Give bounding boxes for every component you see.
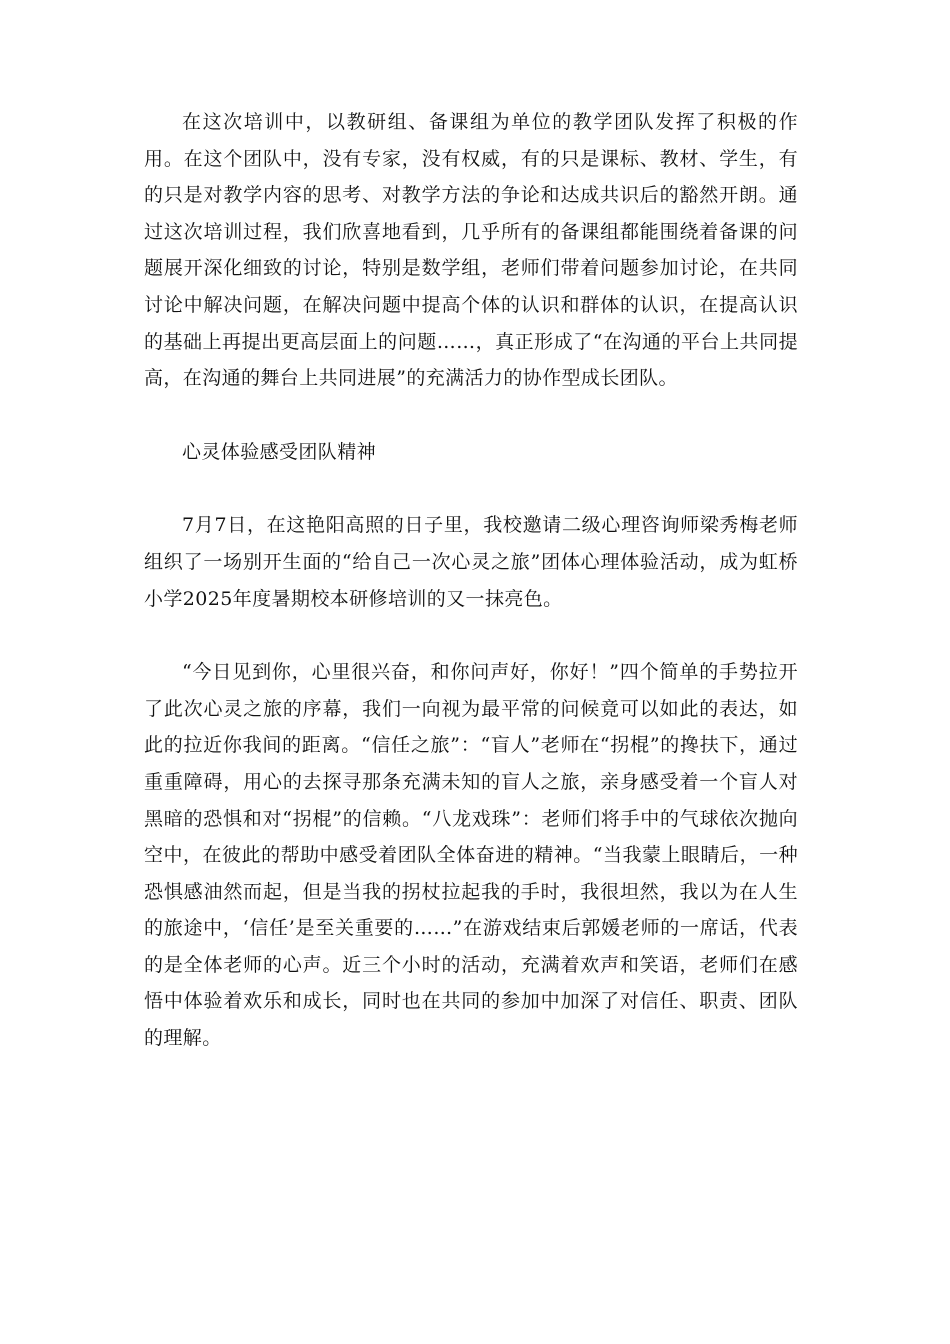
paragraph-spacer (144, 617, 798, 654)
paragraph-spacer (144, 397, 798, 434)
paragraph-trust-journey: “今日见到你，心里很兴奋，和你问声好，你好！”四个简单的手势拉开了此次心灵之旅的序幕，我们一向视为最平常的问候竟可以如此的表达，如此的拉近你我间的距离。“信任之旅”：“盲人”老师在“拐棍”的搀扶下，通过重重障碍，用心的去探寻那条充满未知的盲人之旅，亲身感受着一个盲人对黑暗的恐惧和对“拐棍”的信赖。“八龙戏珠”：老师们将手中的气球依次抛向空中，在彼此的帮助中感受着团队全体奋进的精神。“当我蒙上眼睛后，一种恐惧感油然而起，但是当我的拐杖拉起我的手时，我很坦然，我以为在人生的旅途中，‘信任’是至关重要的……”在游戏结束后郭媛老师的一席话，代表的是全体老师的心声。近三个小时的活动，充满着欢声和笑语，老师们在感悟中体验着欢乐和成长，同时也在共同的参加中加深了对信任、职责、团队的理解。 (144, 661, 798, 1050)
paragraph-team-training: 在这次培训中，以教研组、备课组为单位的教学团队发挥了积极的作用。在这个团队中，没有专家，没有权威，有的只是课标、教材、学生，有的只是对教学内容的思考、对教学方法的争论和达成共识后的豁然开朗。通过这次培训过程，我们欣喜地看到，几乎所有的备课组都能围绕着备课的问题展开深化细致的讨论，特别是数学组，老师们带着问题参加讨论，在共同讨论中解决问题，在解决问题中提高个体的认识和群体的认识，在提高认识的基础上再提出更高层面上的问题……，真正形成了“在沟通的平台上共同提高，在沟通的舞台上共同进展”的充满活力的协作型成长团队。 (144, 111, 798, 390)
section-heading: 心灵体验感受团队精神 (182, 440, 377, 463)
paragraph-psychology-activity: 7月7日，在这艳阳高照的日子里，我校邀请二级心理咨询师梁秀梅老师组织了一场别开生面的“给自己一次心灵之旅”团体心理体验活动，成为虹桥小学2025年度暑期校本研修培训的又一抹亮色。 (144, 514, 798, 610)
paragraph-spacer (144, 470, 798, 507)
document-body (144, 104, 798, 1057)
